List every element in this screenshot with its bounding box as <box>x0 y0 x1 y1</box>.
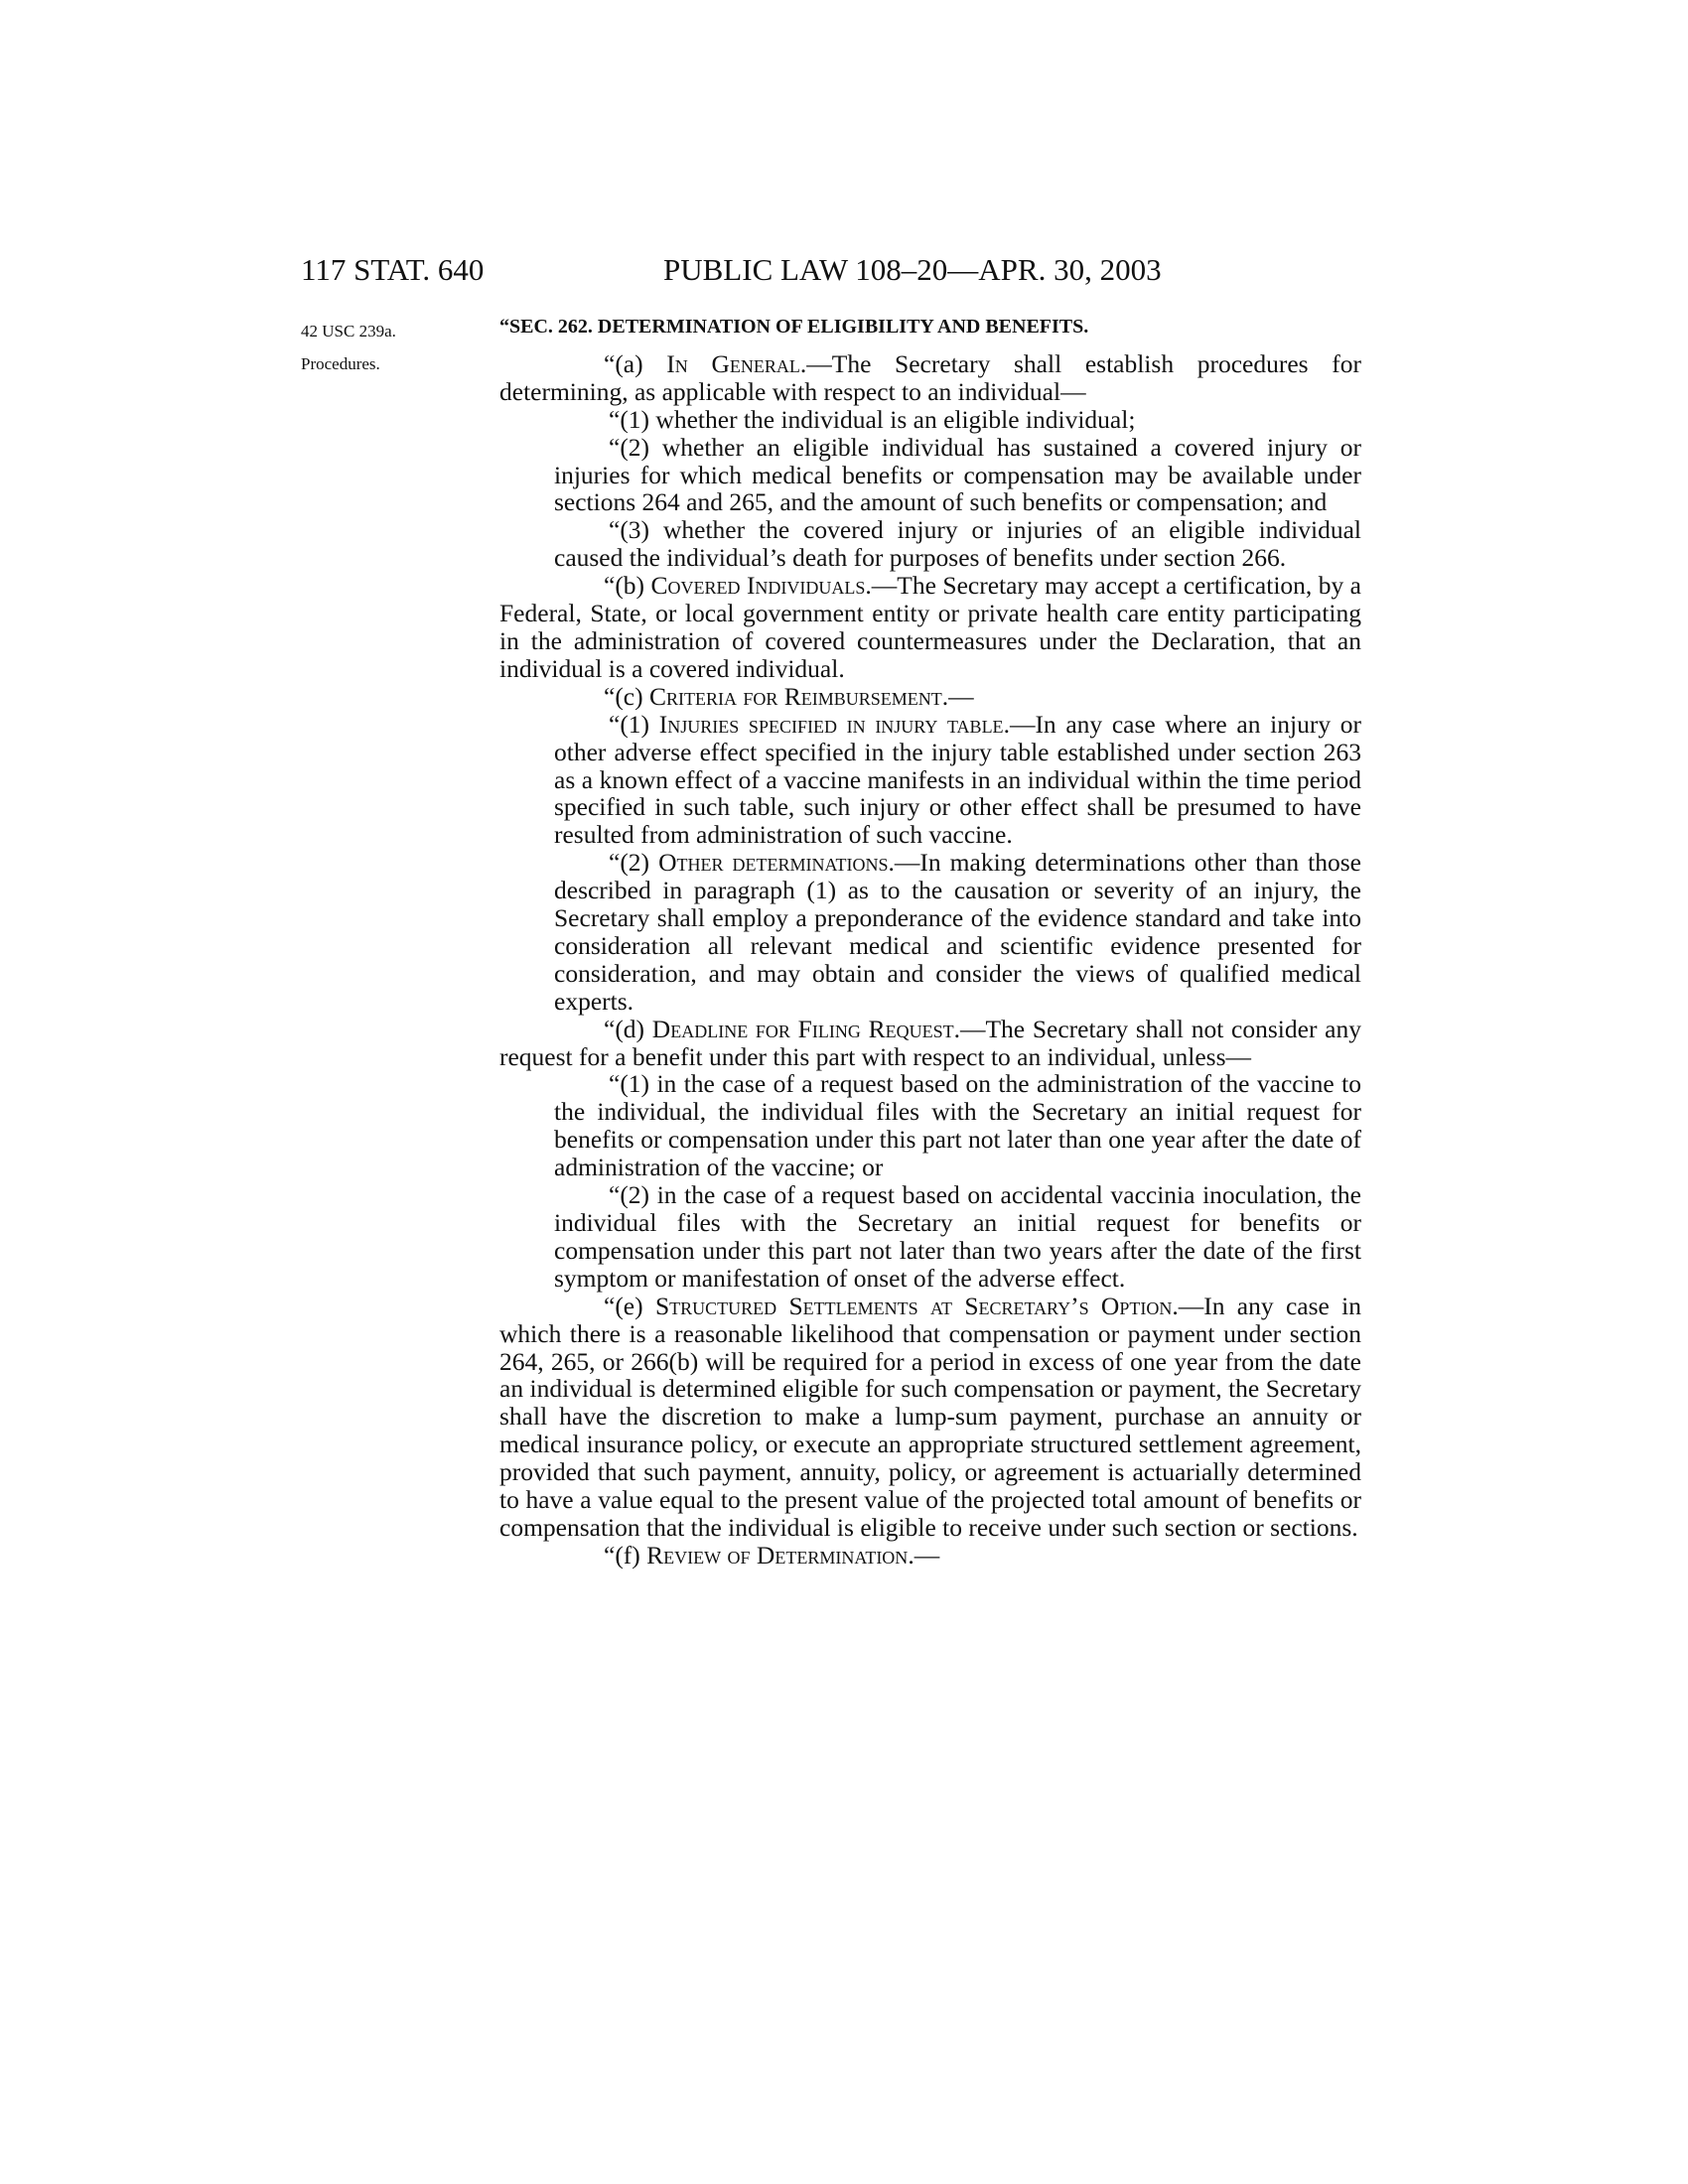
paragraph-d-2: “(2) in the case of a request based on accidental vaccinia inoculation, the individual files with the Secretary an initial request for benefits or compensation under this part not later than two years after the date of the first symptom or manifestation of onset of the adverse effect. <box>554 1180 1361 1293</box>
subsection-b: “(b) Covered Individuals.—The Secretary may accept a certification, by a Federal, State, or local government entity or private health care entity participating in the administration of covered countermeasures under the Declaration, that an individual is a covered individual. <box>499 571 1361 683</box>
subsection-b-caption: Covered Individuals <box>650 571 866 601</box>
paragraph-a-2: “(2) whether an eligible individual has sustained a covered injury or injuries for which medical benefits or compensation may be available under sections 264 and 265, and the amount of such benefits or compensation; and <box>554 432 1361 517</box>
subsection-a: “(a) In General.—The Secretary shall establish procedures for determining, as applicable with respect to an individual— <box>499 348 1361 406</box>
subsection-e-caption: Structured Settlements at Secretary’s Option <box>654 1291 1173 1320</box>
paragraph-a-3: “(3) whether the covered injury or injuries of an eligible individual caused the individual’s death for purposes of benefits under section 266. <box>554 515 1361 573</box>
paragraph-c-1-caption: Injuries specified in injury table <box>658 709 1004 739</box>
paragraph-c-2: “(2) Other determinations.—In making determinations other than those described in paragraph (1) as to the causation or severity of an injury, the Secretary shall employ a preponderance of the evidence standard and take into consideration all relevant medical and scientific evidence presented for consideration, and may obtain and consider the views of qualified medical experts. <box>554 848 1361 1016</box>
subsection-c-caption: Criteria for Reimbursement <box>649 681 942 711</box>
paragraph-c-2-caption: Other determinations <box>658 848 889 878</box>
paragraph-d-1: “(1) in the case of a request based on the administration of the vaccine to the individual, the individual files with the Secretary an initial request for benefits or compensation under this part not later than one year after the date of administration of the vaccine; or <box>554 1069 1361 1182</box>
margin-note-usc: 42 USC 239a. <box>301 322 396 341</box>
section-heading: “SEC. 262. DETERMINATION OF ELIGIBILITY AND BENEFITS. <box>499 316 1089 338</box>
subsection-f: “(f) Review of Determination.— <box>604 1540 940 1570</box>
subsection-e: “(e) Structured Settlements at Secretary’s Option.—In any case in which there is a reasonable likelihood that compensation or payment under section 264, 265, or 266(b) will be required for a period in excess of one year from the date an individual is determined eligible for such compensation or payment, the Secretary shall have the discretion to make a lump-sum payment, purchase an annuity or medical insurance policy, or execute an appropriate structured settlement agreement, provided that such payment, annuity, policy, or agreement is actuarially determined to have a value equal to the present value of the projected total amount of benefits or compensation that the individual is eligible to receive under such section or sections. <box>499 1291 1361 1542</box>
stat-page-number: 117 STAT. 640 <box>301 252 485 287</box>
paragraph-a-1: “(1) whether the individual is an eligible individual; <box>609 404 1136 434</box>
subsection-f-caption: Review of Determination <box>646 1540 909 1570</box>
document-body <box>499 314 1361 1570</box>
margin-note-procedures: Procedures. <box>301 354 380 373</box>
paragraph-c-1: “(1) Injuries specified in injury table.—In any case where an injury or other adverse effect specified in the injury table established under section 263 as a known effect of a vaccine manifests in an individual within the time period specified in such table, such injury or other effect shall be presumed to have resulted from administration of such vaccine. <box>554 709 1361 850</box>
subsection-c: “(c) Criteria for Reimbursement.— <box>604 681 974 711</box>
subsection-d: “(d) Deadline for Filing Request.—The Secretary shall not consider any request for a benefit under this part with respect to an individual, unless— <box>499 1014 1361 1071</box>
running-header: PUBLIC LAW 108–20—APR. 30, 2003 <box>663 252 1162 287</box>
subsection-a-caption: In General <box>666 348 800 378</box>
subsection-d-caption: Deadline for Filing Request <box>651 1014 954 1043</box>
